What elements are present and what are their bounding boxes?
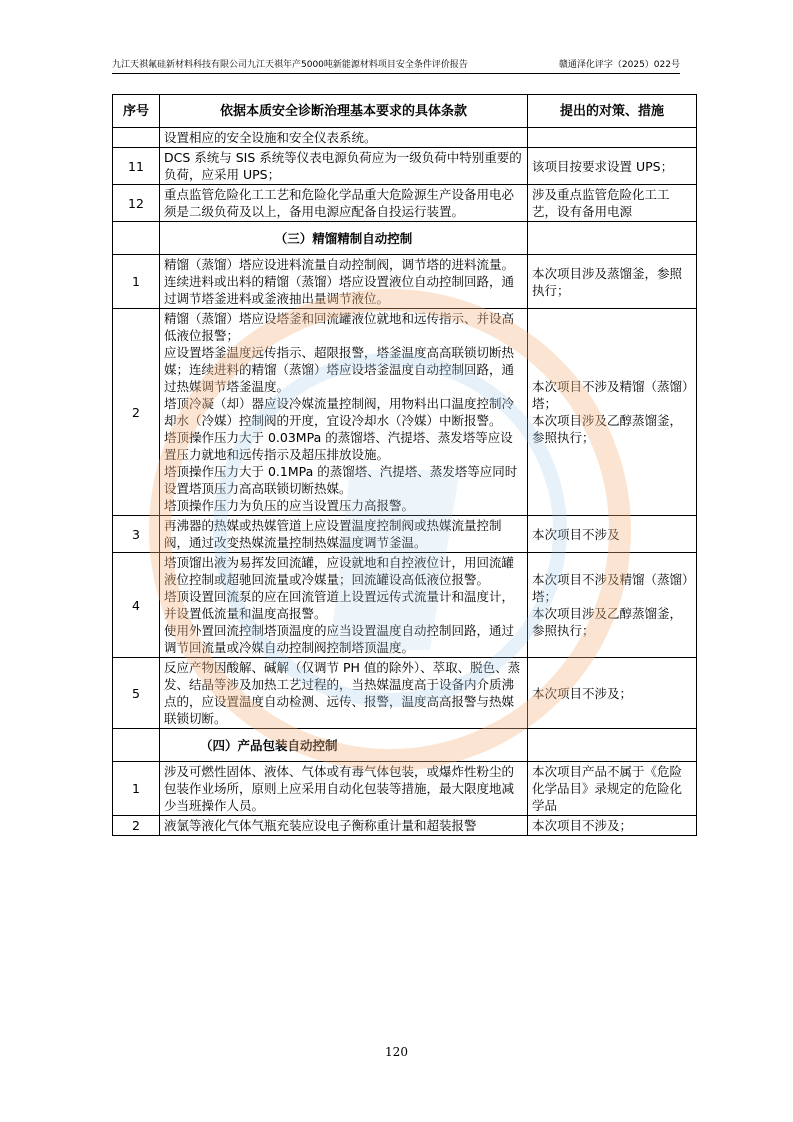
- measure-cell: [528, 658, 697, 729]
- clause-text: 塔顶馏出液为易挥发回流罐，应设就地和自控液位计，用回流罐液位控制或超驰回流量或冷媒量；回流罐设高低液位报警。: [164, 555, 515, 587]
- clause-text: 使用外置回流控制塔顶温度的应当设置温度自动控制回路，通过调节回流量或冷媒自动控制阀控制塔顶温度。: [164, 623, 515, 655]
- header-seq: 序号: [113, 95, 160, 128]
- table-body: [113, 128, 697, 836]
- measure-cell: [528, 255, 697, 309]
- clause-cell: [160, 762, 528, 816]
- table-row: [113, 553, 697, 658]
- row-number: 1: [113, 762, 160, 816]
- row-number: [113, 128, 160, 148]
- clause-text: 塔顶冷凝（却）器应设冷媒流量控制阀，用物料出口温度控制冷却水（冷媒）控制阀的开度，宜设冷却水（冷媒）中断报警。: [164, 396, 515, 428]
- section-title: （四）产品包装自动控制: [160, 729, 528, 762]
- clause-text: 塔顶操作压力大于 0.1MPa 的蒸馏塔、汽提塔、蒸发塔等应同时设置塔顶压力高高联锁切断热媒。: [164, 464, 518, 496]
- measure-text: 本次项目涉及乙醇蒸馏釜，参照执行；: [532, 606, 683, 638]
- row-number: 11: [113, 148, 160, 185]
- header-rule: [112, 73, 680, 74]
- clause-text: 设置相应的安全设施和安全仪表系统。: [164, 130, 377, 145]
- clause-text: DCS 系统与 SIS 系统等仪表电源负荷应为一级负荷中特别重要的负荷，应采用 UPS；: [164, 150, 522, 182]
- measure-cell: [528, 185, 697, 222]
- table-row: [113, 185, 697, 222]
- clause-cell: [160, 255, 528, 309]
- requirements-table: [112, 94, 697, 836]
- measure-text: 本次项目不涉及；: [532, 685, 633, 701]
- clause-text: 塔顶操作压力大于 0.03MPa 的蒸馏塔、汽提塔、蒸发塔等应设置压力就地和远传指示及超压排放设施。: [164, 430, 513, 462]
- row-number: 2: [113, 309, 160, 516]
- row-number: 5: [113, 658, 160, 729]
- measure-cell: [528, 762, 697, 816]
- clause-cell: [160, 309, 528, 516]
- clause-cell: [160, 658, 528, 729]
- clause-text: 塔顶操作压力为负压的应当设置压力高报警。: [164, 498, 415, 513]
- header-report-title: 九江天祺氟硅新材料科技有限公司九江天祺年产5000吨新能源材料项目安全条件评价报告: [112, 60, 468, 70]
- measure-text: 本次项目不涉及；: [532, 818, 633, 833]
- clause-text: 反应产物因酸解、碱解（仅调节 PH 值的除外）、萃取、脱色、蒸发、结晶等涉及加热工艺过程的，当热媒温度高于设备内介质沸点的，应设置温度自动检测、远传、报警，温度高高报警与热媒联锁切断。: [164, 660, 521, 726]
- clause-cell: [160, 148, 528, 185]
- measure-text: 涉及重点监管危险化工工艺，设有备用电源: [532, 187, 670, 219]
- clause-text: 塔顶设置回流泵的应在回流管道上设置远传式流量计和温度计，并设置低流量和温度高报警。: [164, 589, 515, 621]
- section-row: [113, 729, 697, 762]
- table-row: [113, 516, 697, 553]
- clause-text: 液氯等液化气体气瓶充装应设电子衡称重计量和超装报警: [164, 818, 477, 833]
- table-header-row: [113, 95, 697, 128]
- clause-text: 精馏（蒸馏）塔应设进料流量自动控制阀，调节塔的进料流量。连续进料或出料的精馏（蒸馏）塔应设置液位自动控制回路，通过调节塔釜进料或釜液抽出量调节液位。: [164, 257, 515, 306]
- header-measure: 提出的对策、措施: [528, 95, 697, 128]
- measure-text: 本次项目不涉及精馏（蒸馏）塔；: [532, 379, 689, 411]
- row-number: 2: [113, 816, 160, 836]
- measure-cell: [528, 309, 697, 516]
- table-row: [113, 148, 697, 185]
- header-clause: 依据本质安全诊断治理基本要求的具体条款: [160, 95, 528, 128]
- section-num-cell: [113, 729, 160, 762]
- clause-cell: [160, 185, 528, 222]
- measure-text: 本次项目涉及蒸馏釜，参照执行；: [532, 265, 683, 298]
- measure-cell: [528, 516, 697, 553]
- measure-cell: [528, 553, 697, 658]
- clause-text: 再沸器的热媒或热媒管道上应设置温度控制阀或热媒流量控制阀，通过改变热媒流量控制热媒温度调节釜温。: [164, 518, 502, 550]
- clause-cell: [160, 553, 528, 658]
- measure-text: 本次项目不涉及: [532, 526, 620, 542]
- row-number: 4: [113, 553, 160, 658]
- section-measure-cell: [528, 222, 697, 255]
- measure-cell: [528, 128, 697, 148]
- section-row: [113, 222, 697, 255]
- clause-cell: [160, 816, 528, 836]
- table-row: [113, 309, 697, 516]
- section-num-cell: [113, 222, 160, 255]
- table-row: [113, 762, 697, 816]
- clause-cell: [160, 128, 528, 148]
- measure-cell: [528, 816, 697, 836]
- clause-text: 精馏（蒸馏）塔应设塔釜和回流罐液位就地和远传指示、并设高低液位报警；: [164, 311, 515, 343]
- section-measure-cell: [528, 729, 697, 762]
- page-header: [112, 58, 680, 72]
- row-number: 1: [113, 255, 160, 309]
- clause-cell: [160, 516, 528, 553]
- table-row: [113, 255, 697, 309]
- row-number: 12: [113, 185, 160, 222]
- table-row: [113, 816, 697, 836]
- table-row: [113, 128, 697, 148]
- page-number: 120: [385, 1045, 408, 1059]
- measure-text: 该项目按要求设置 UPS；: [532, 158, 674, 174]
- measure-text: 本次项目涉及乙醇蒸馏釜，参照执行；: [532, 413, 683, 445]
- clause-text: 应设置塔釜温度远传指示、超限报警，塔釜温度高高联锁切断热媒；连续进料的精馏（蒸馏）塔应设塔釜温度自动控制回路，通过热媒调节塔釜温度。: [164, 345, 515, 394]
- measure-cell: [528, 148, 697, 185]
- table-row: [113, 658, 697, 729]
- section-title: （三）精馏精制自动控制: [160, 222, 528, 255]
- header-report-number: 赣通泽化评字（2025）022号: [558, 60, 680, 70]
- measure-text: 本次项目不涉及精馏（蒸馏）塔；: [532, 572, 689, 604]
- clause-text: 重点监管危险化工工艺和危险化学品重大危险源生产设备用电必须是二级负荷及以上，备用电源应配备自投运行装置。: [164, 187, 515, 219]
- clause-text: 涉及可燃性固体、液体、气体或有毒气体包装，或爆炸性粉尘的包装作业场所，原则上应采用自动化包装等措施，最大限度地减少当班操作人员。: [164, 764, 515, 813]
- measure-text: 本次项目产品不属于《危险化学品目》录规定的危险化学品: [532, 764, 683, 813]
- row-number: 3: [113, 516, 160, 553]
